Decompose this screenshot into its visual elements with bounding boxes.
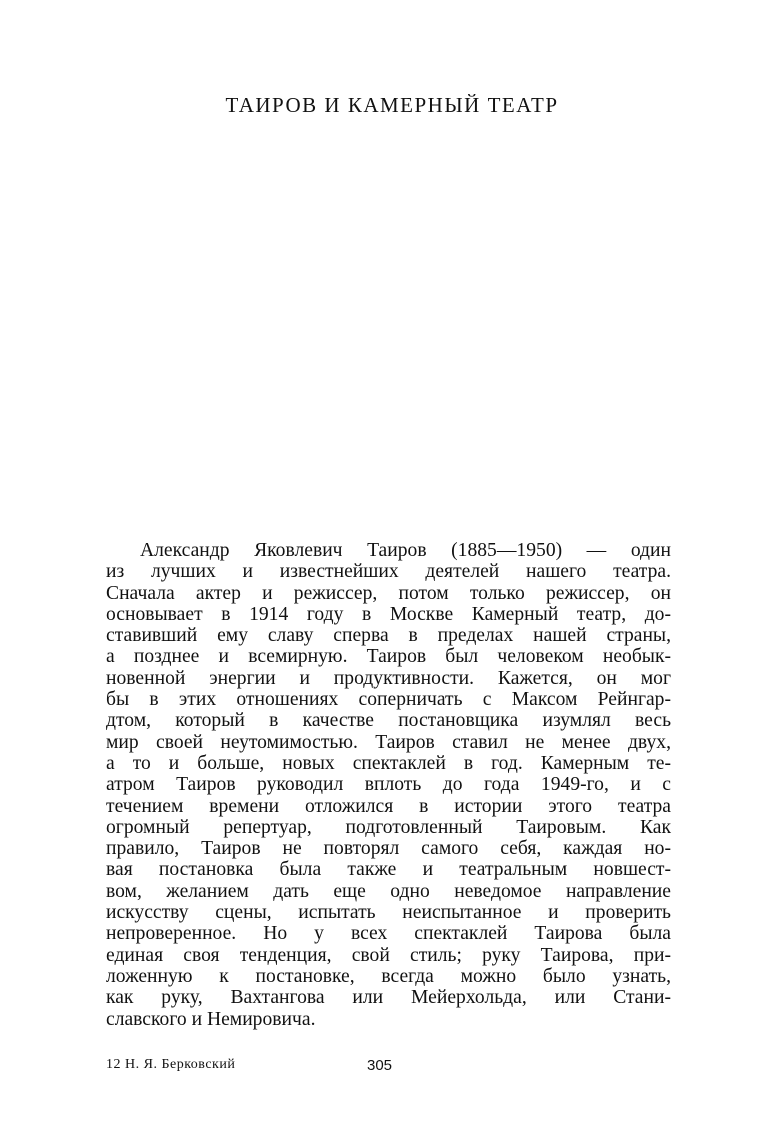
page-footer [0,1057,772,1081]
page-number: 305 [367,1057,393,1074]
paragraph-line: Сначала актер и режиссер, потом только режиссер, он [106,582,671,604]
paragraph-line: а то и больше, новых спектаклей в год. Камерным те- [106,752,671,774]
paragraph-line: славского и Немировича. [106,1008,316,1030]
paragraph-line: а позднее и всемирную. Таиров был человеком необык- [106,646,671,668]
paragraph-line: огромный репертуар, подготовленный Таировым. Как [106,816,671,838]
paragraph-line: как руку, Вахтангова или Мейерхольда, или Стани- [106,987,671,1009]
paragraph-line: ложенную к постановке, всегда можно было узнать, [106,965,671,987]
paragraph-line: вая постановка была также и театральным новшест- [106,859,671,881]
paragraph-line: ставивший ему славу сперва в пределах нашей страны, [106,625,671,647]
paragraph-line: новенной энергии и продуктивности. Кажется, он мог [106,667,671,689]
paragraph-line: непроверенное. Но у всех спектаклей Таирова была [106,923,671,945]
paragraph-line: атром Таиров руководил вплоть до года 1949-го, и с [106,774,671,796]
paragraph-line: из лучших и известнейших деятелей нашего театра. [106,561,671,583]
paragraph-line: вом, желанием дать еще одно неведомое направление [106,880,671,902]
paragraph-line: правило, Таиров не повторял самого себя, каждая но- [106,838,671,860]
body-paragraph [106,540,671,1030]
paragraph-line: основывает в 1914 году в Москве Камерный театр, до- [106,603,671,625]
paragraph-line: Александр Яковлевич Таиров (1885—1950) — один [140,540,671,561]
paragraph-line: дтом, который в качестве постановщика изумлял весь [106,710,671,732]
paragraph-line: течением времени отложился в истории этого театра [106,795,671,817]
paragraph-line: мир своей неутомимостью. Таиров ставил не менее двух, [106,731,671,753]
paragraph-line: единая своя тенденция, свой стиль; руку Таирова, при- [106,944,671,966]
paragraph-line: искусству сцены, испытать неиспытанное и проверить [106,902,671,924]
paragraph-line: бы в этих отношениях соперничать с Максом Рейнгар- [106,689,671,711]
chapter-title: ТАИРОВ И КАМЕРНЫЙ ТЕАТР [225,93,559,117]
signature-mark: 12 Н. Я. Берковский [106,1057,236,1072]
